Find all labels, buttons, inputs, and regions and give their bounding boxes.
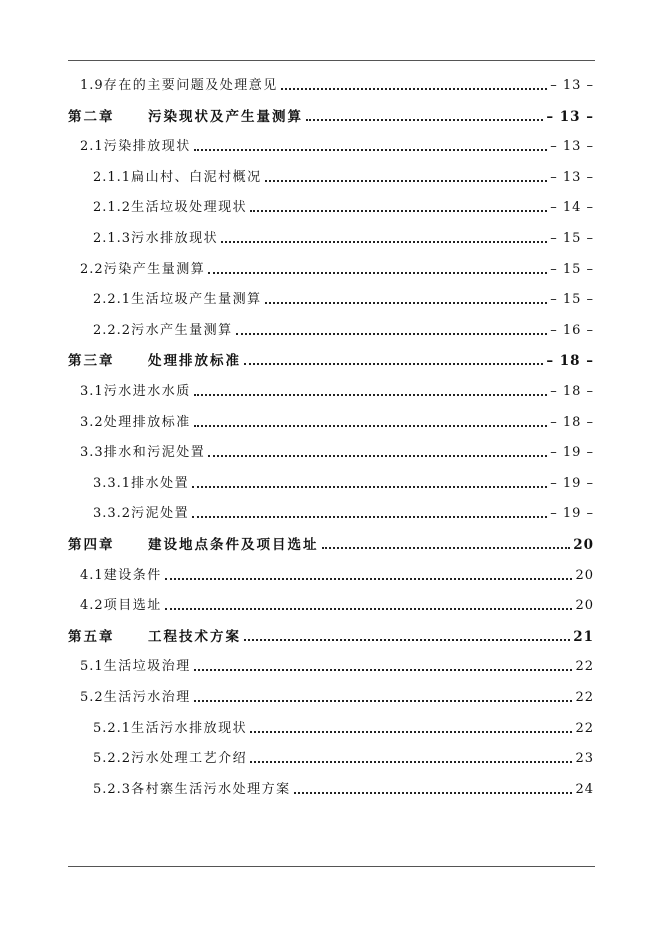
toc-section-entry[interactable] (93, 717, 594, 737)
toc-entry-page-number: – 13 – (550, 169, 594, 185)
toc-entry-number: 第五章 (68, 628, 115, 645)
toc-dot-leader (194, 425, 547, 427)
toc-entry-page-number: – 13 – (550, 78, 594, 93)
toc-entry-title: 生活垃圾治理 (103, 659, 191, 675)
toc-dot-leader (322, 547, 571, 549)
toc-entry-title: 处理排放标准 (148, 353, 241, 370)
toc-entry-page-number: – 13 – (550, 139, 594, 155)
toc-section-entry[interactable] (80, 74, 594, 94)
toc-entry-page-number: 22 (575, 720, 594, 736)
toc-dot-leader (194, 149, 547, 151)
toc-dot-leader (194, 394, 547, 396)
toc-entry-title: 生活垃圾处理现状 (131, 200, 248, 216)
toc-dot-leader (250, 761, 572, 763)
toc-section-entry[interactable] (93, 747, 594, 767)
toc-entry-number: 5.2 (80, 690, 104, 705)
toc-entry-number: 3.1 (80, 384, 104, 399)
toc-dot-leader (208, 455, 547, 457)
toc-entry-page-number: – 19 – (550, 475, 594, 491)
toc-entry-title: 排水和污泥处置 (103, 445, 206, 461)
toc-dot-leader (265, 180, 548, 182)
toc-dot-leader (165, 578, 573, 580)
toc-dot-leader (306, 119, 543, 121)
toc-entry-page-number: – 18 – (550, 384, 594, 399)
toc-entry-title: 污染排放现状 (103, 139, 191, 155)
toc-section-entry[interactable] (80, 441, 594, 461)
toc-entry-page-number: – 15 – (550, 292, 594, 308)
toc-entry-title: 处理排放标准 (103, 414, 191, 430)
toc-chapter-entry[interactable] (68, 533, 594, 553)
toc-entry-page-number: 20 (575, 567, 594, 583)
toc-section-entry[interactable] (80, 655, 594, 675)
toc-entry-title: 排水处置 (131, 475, 190, 491)
toc-dot-leader (221, 241, 547, 243)
toc-section-entry[interactable] (80, 686, 594, 706)
toc-section-entry[interactable] (80, 411, 594, 431)
toc-entry-number: 第四章 (68, 537, 115, 553)
toc-entry-number: 2.1.1 (93, 169, 132, 185)
toc-dot-leader (265, 302, 548, 304)
toc-entry-title: 污染现状及产生量测算 (148, 108, 303, 125)
toc-entry-number: 3.3.1 (93, 475, 132, 491)
toc-dot-leader (281, 88, 547, 90)
toc-entry-title: 生活污水排放现状 (131, 720, 248, 736)
toc-entry-number: 第三章 (68, 353, 115, 370)
toc-dot-leader (208, 272, 547, 274)
toc-entry-title: 项目选址 (103, 598, 162, 614)
toc-entry-number: 第二章 (68, 108, 115, 125)
toc-dot-leader (250, 210, 547, 212)
toc-section-entry[interactable] (93, 288, 594, 308)
toc-entry-page-number: 20 (573, 537, 594, 553)
toc-entry-number: 2.1.2 (93, 200, 132, 216)
toc-entry-page-number: – 18 – (550, 414, 594, 430)
toc-section-entry[interactable] (93, 196, 594, 216)
toc-entry-title: 污泥处置 (131, 506, 190, 522)
toc-dot-leader (294, 792, 573, 794)
toc-section-entry[interactable] (93, 166, 594, 186)
toc-entry-page-number: 22 (575, 690, 594, 705)
toc-entry-title: 污水产生量测算 (131, 322, 233, 338)
toc-entry-title: 污水处理工艺介绍 (131, 751, 248, 767)
toc-dot-leader (165, 608, 573, 610)
toc-entry-title: 存在的主要问题及处理意见 (103, 78, 278, 93)
toc-entry-page-number: 21 (573, 628, 594, 645)
toc-dot-leader (194, 700, 573, 702)
toc-dot-leader (236, 333, 548, 335)
toc-entry-number: 3.3 (80, 445, 104, 461)
toc-section-entry[interactable] (93, 472, 594, 492)
toc-dot-leader (192, 516, 547, 518)
toc-entry-number: 1.9 (80, 78, 104, 93)
toc-dot-leader (244, 363, 543, 365)
toc-entry-number: 5.2.1 (93, 720, 132, 736)
toc-section-entry[interactable] (80, 258, 594, 278)
toc-section-entry[interactable] (93, 502, 594, 522)
toc-section-entry[interactable] (80, 135, 594, 155)
toc-entry-title: 各村寨生活污水处理方案 (131, 781, 291, 797)
toc-entry-title: 工程技术方案 (148, 628, 241, 645)
toc-entry-title: 建设地点条件及项目选址 (148, 537, 319, 553)
toc-entry-page-number: – 19 – (550, 506, 594, 522)
toc-entry-title: 生活垃圾产生量测算 (131, 292, 262, 308)
toc-section-entry[interactable] (80, 594, 594, 614)
toc-entry-page-number: – 16 – (550, 322, 594, 338)
toc-entry-page-number: 22 (575, 659, 594, 675)
toc-entry-title: 污染产生量测算 (103, 261, 206, 277)
toc-dot-leader (250, 731, 572, 733)
toc-chapter-entry[interactable] (68, 349, 594, 369)
toc-section-entry[interactable] (93, 319, 594, 339)
toc-entry-number: 4.2 (80, 598, 104, 614)
toc-entry-number: 2.2.2 (93, 322, 132, 338)
footer-rule (68, 866, 595, 867)
toc-entry-title: 生活污水治理 (103, 690, 191, 705)
toc-entry-title: 扁山村、白泥村概况 (131, 169, 262, 185)
toc-entry-number: 5.1 (80, 659, 104, 675)
toc-entry-number: 3.3.2 (93, 506, 132, 522)
toc-entry-page-number: – 13 – (546, 108, 594, 125)
toc-dot-leader (244, 639, 570, 641)
toc-section-entry[interactable] (80, 380, 594, 400)
toc-section-entry[interactable] (93, 227, 594, 247)
toc-chapter-entry[interactable] (68, 105, 594, 125)
toc-entry-page-number: 20 (575, 598, 594, 614)
toc-entry-title: 建设条件 (103, 567, 162, 583)
toc-entry-number: 4.1 (80, 567, 104, 583)
toc-entry-page-number: – 14 – (550, 200, 594, 216)
toc-entry-page-number: – 19 – (550, 445, 594, 461)
toc-entry-page-number: 24 (575, 781, 594, 797)
toc-entry-page-number: 23 (575, 751, 594, 767)
toc-entry-number: 2.1.3 (93, 231, 132, 246)
toc-section-entry[interactable] (93, 778, 594, 798)
toc-entry-page-number: – 15 – (550, 261, 594, 277)
toc-entry-number: 2.1 (80, 139, 104, 155)
toc-entry-title: 污水进水水质 (103, 384, 191, 399)
toc-section-entry[interactable] (80, 564, 594, 584)
toc-dot-leader (194, 669, 573, 671)
toc-chapter-entry[interactable] (68, 625, 594, 645)
toc-entry-number: 3.2 (80, 414, 104, 430)
toc-entry-page-number: – 18 – (546, 353, 594, 370)
toc-entry-title: 污水排放现状 (131, 231, 219, 246)
toc-dot-leader (192, 486, 547, 488)
toc-entry-number: 5.2.3 (93, 781, 132, 797)
toc-entry-number: 2.2.1 (93, 292, 132, 308)
toc-entry-page-number: – 15 – (550, 231, 594, 246)
toc-entry-number: 5.2.2 (93, 751, 132, 767)
toc-entry-number: 2.2 (80, 261, 104, 277)
